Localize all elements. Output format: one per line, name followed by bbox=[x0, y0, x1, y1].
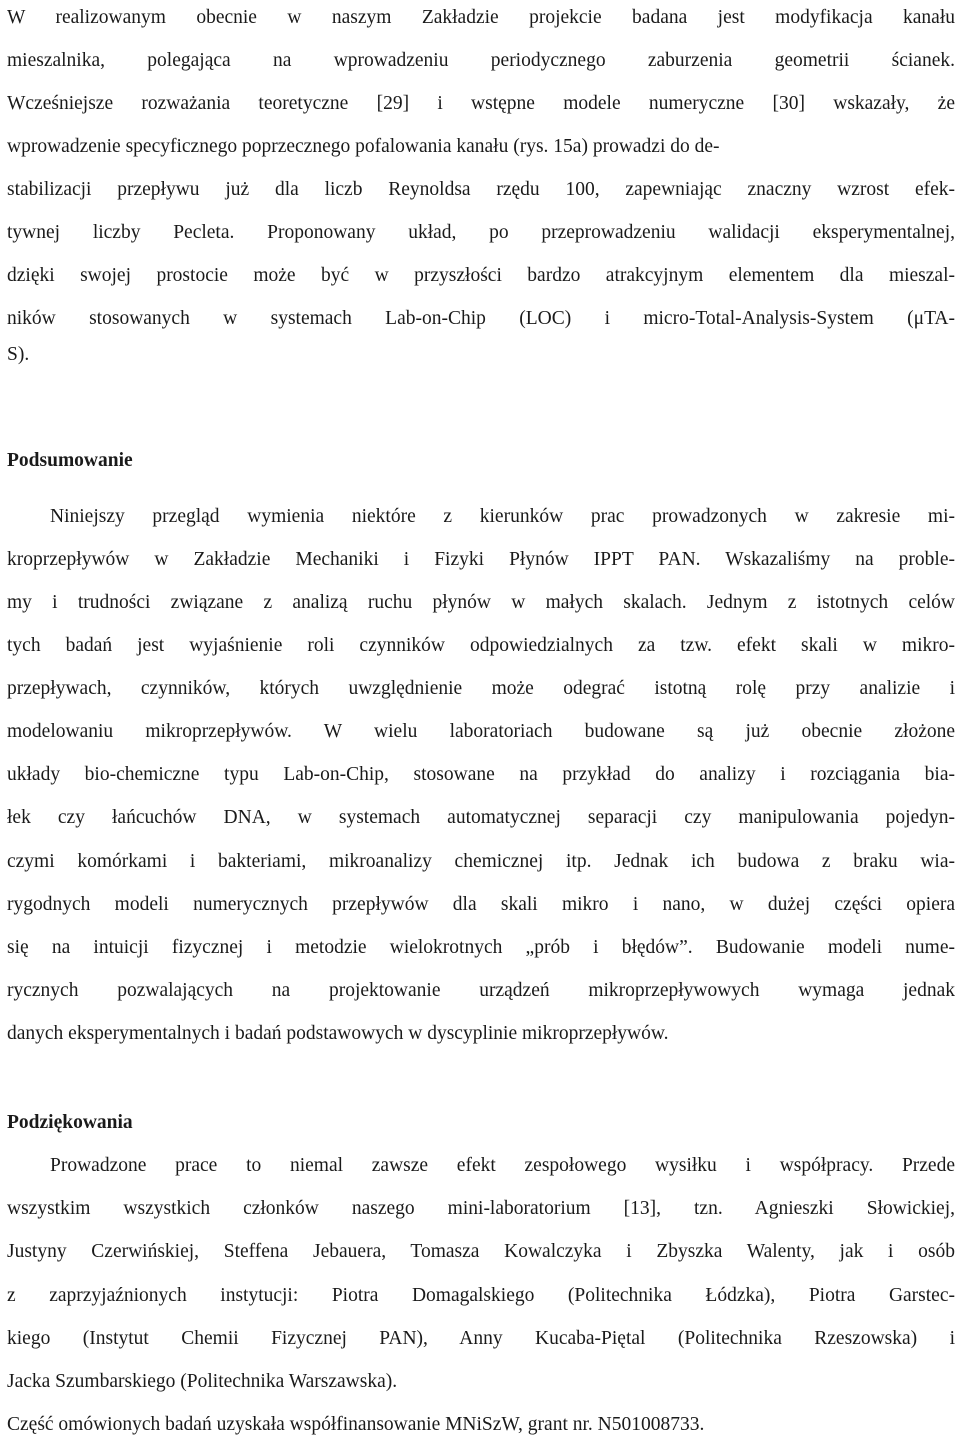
text-line: W realizowanym obecnie w naszym Zakładzie projekcie badana jest modyfikacja kanału bbox=[7, 7, 955, 28]
text-line: układy bio-chemiczne typu Lab-on-Chip, stosowane na przykład do analizy i rozciągania bia- bbox=[7, 764, 955, 785]
text-line: Część omówionych badań uzyskała współfinansowanie MNiSzW, grant nr. N501008733. bbox=[7, 1414, 705, 1435]
text-line: przepływach, czynników, których uwzględnienie może odegrać istotną rolę przy analizie i bbox=[7, 678, 955, 699]
text-line: Niniejszy przegląd wymienia niektóre z kierunków prac prowadzonych w zakresie mi- bbox=[50, 506, 955, 527]
text-line: Wcześniejsze rozważania teoretyczne [29] i wstępne modele numeryczne [30] wskazały, że bbox=[7, 93, 955, 114]
text-line: kiego (Instytut Chemii Fizycznej PAN), Anny Kucaba-Piętal (Politechnika Rzeszowska) i bbox=[7, 1328, 955, 1349]
text-line: rygodnych modeli numerycznych przepływów dla skali mikro i nano, w dużej części opiera bbox=[7, 894, 955, 915]
text-line: modelowaniu mikroprzepływów. W wielu laboratoriach budowane są już obecnie złożone bbox=[7, 721, 955, 742]
text-line: czymi komórkami i bakteriami, mikroanalizy chemicznej itp. Jednak ich budowa z braku wia- bbox=[7, 851, 955, 872]
text-line: Justyny Czerwińskiej, Steffena Jebauera, Tomasza Kowalczyka i Zbyszka Walenty, jak i osób bbox=[7, 1241, 955, 1262]
text-line: ników stosowanych w systemach Lab-on-Chip (LOC) i micro-Total-Analysis-System (μTA- bbox=[7, 308, 955, 329]
text-line: Jacka Szumbarskiego (Politechnika Warszawska). bbox=[7, 1371, 398, 1392]
text-line: stabilizacji przepływu już dla liczb Reynoldsa rzędu 100, zapewniając znaczny wzrost efek- bbox=[7, 179, 955, 200]
text-line: wprowadzenie specyficznego poprzecznego pofalowania kanału (rys. 15a) prowadzi do de- bbox=[7, 136, 720, 157]
text-line: dzięki swojej prostocie może być w przyszłości bardzo atrakcyjnym elementem dla mieszal- bbox=[7, 265, 955, 286]
section-heading-summary: Podsumowanie bbox=[7, 450, 133, 471]
text-line: mieszalnika, polegająca na wprowadzeniu periodycznego zaburzenia geometrii ścianek. bbox=[7, 50, 955, 71]
text-line: rycznych pozwalających na projektowanie urządzeń mikroprzepływowych wymaga jednak bbox=[7, 980, 955, 1001]
text-line: łek czy łańcuchów DNA, w systemach automatycznej separacji czy manipulowania pojedyn- bbox=[7, 807, 955, 828]
text-line: tych badań jest wyjaśnienie roli czynników odpowiedzialnych za tzw. efekt skali w mikro- bbox=[7, 635, 955, 656]
text-line: danych eksperymentalnych i badań podstawowych w dyscyplinie mikroprzepływów. bbox=[7, 1023, 669, 1044]
text-line: Prowadzone prace to niemal zawsze efekt zespołowego wysiłku i współpracy. Przede bbox=[50, 1155, 955, 1176]
text-line: się na intuicji fizycznej i metodzie wielokrotnych „prób i błędów”. Budowanie modeli nume- bbox=[7, 937, 955, 958]
text-line: S). bbox=[7, 344, 30, 365]
section-heading-acknowledgements: Podziękowania bbox=[7, 1112, 133, 1133]
text-line: my i trudności związane z analizą ruchu płynów w małych skalach. Jednym z istotnych celów bbox=[7, 592, 955, 613]
text-line: wszystkim wszystkich członków naszego mini-laboratorium [13], tzn. Agnieszki Słowickiej, bbox=[7, 1198, 955, 1219]
text-line: tywnej liczby Pecleta. Proponowany układ, po przeprowadzeniu walidacji eksperymentalnej, bbox=[7, 222, 955, 243]
text-line: kroprzepływów w Zakładzie Mechaniki i Fizyki Płynów IPPT PAN. Wskazaliśmy na proble- bbox=[7, 549, 955, 570]
text-line: z zaprzyjaźnionych instytucji: Piotra Domagalskiego (Politechnika Łódzka), Piotra Garstec- bbox=[7, 1285, 955, 1306]
